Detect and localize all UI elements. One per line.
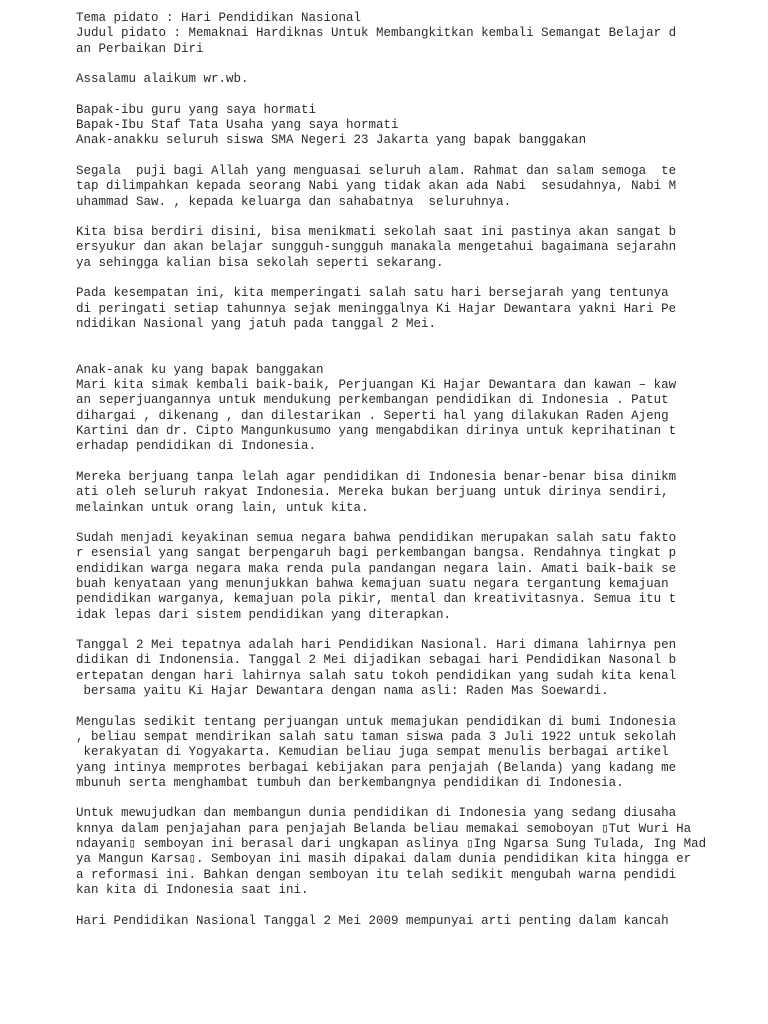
speech-title-continued: an Perbaikan Diri: [76, 41, 204, 56]
paragraph-line: buah kenyataan yang menunjukkan bahwa kemajuan suatu negara tergantung kemajuan: [76, 576, 669, 591]
paragraph-line: bersama yaitu Ki Hajar Dewantara dengan nama asli: Raden Mas Soewardi.: [76, 684, 609, 699]
paragraph: [76, 531, 696, 623]
paragraph-line: yang intinya memprotes berbagai kebijakan para penjajah (Belanda) yang kadang me: [76, 760, 677, 775]
paragraph-line: Mereka berjuang tanpa lelah agar pendidikan di Indonesia benar-benar bisa dinikm: [76, 469, 677, 484]
paragraph-line: mbunuh serta menghambat tumbuh dan berkembangnya pendidikan di Indonesia.: [76, 775, 624, 790]
paragraph-line: kerakyatan di Yogyakarta. Kemudian beliau juga sempat menulis berbagai artikel: [76, 745, 669, 760]
paragraph-line: Sudah menjadi keyakinan semua negara bahwa pendidikan merupakan salah satu fakto: [76, 531, 677, 546]
section-salutation: Anak-anak ku yang bapak banggakan: [76, 362, 324, 377]
paragraph-line: ati oleh seluruh rakyat Indonesia. Mereka bukan berjuang untuk dirinya sendiri,: [76, 485, 669, 500]
paragraph: [76, 286, 696, 332]
paragraph-line: r esensial yang sangat berpengaruh bagi perkembangan bangsa. Rendahnya tingkat p: [76, 546, 677, 561]
paragraph: [76, 914, 696, 929]
salutation-line: Bapak-Ibu Staf Tata Usaha yang saya hormati: [76, 118, 399, 133]
paragraph: [76, 164, 696, 210]
speech-title: Judul pidato : Memaknai Hardiknas Untuk Membangkitkan kembali Semangat Belajar d: [76, 26, 677, 41]
paragraph: [76, 715, 696, 791]
paragraph-line: Pada kesempatan ini, kita memperingati salah satu hari bersejarah yang tentunya: [76, 286, 669, 301]
paragraph-line: dihargai , dikenang , dan dilestarikan . Seperti hal yang dilakukan Raden Ajeng: [76, 408, 669, 423]
speech-theme: Tema pidato : Hari Pendidikan Nasional: [76, 11, 362, 25]
paragraph-line: Kita bisa berdiri disini, bisa menikmati sekolah saat ini pastinya akan sangat b: [76, 225, 677, 240]
paragraph-line: ertepatan dengan hari lahirnya salah satu tokoh pendidikan yang sudah kita kenal: [76, 668, 677, 683]
greeting-line: Assalamu alaikum wr.wb.: [76, 72, 249, 87]
paragraph: [76, 806, 707, 898]
paragraph-line: an seperjuangannya untuk mendukung perkembangan pendidikan di Indonesia . Patut: [76, 393, 669, 408]
paragraph-line: idak lepas dari sistem pendidikan yang diterapkan.: [76, 607, 452, 622]
paragraph-line: Segala puji bagi Allah yang menguasai seluruh alam. Rahmat dan salam semoga te: [76, 163, 677, 178]
document-page: [76, 11, 707, 929]
paragraph-line: kan kita di Indonesia saat ini.: [76, 882, 309, 897]
paragraph-line: Mengulas sedikit tentang perjuangan untuk memajukan pendidikan di bumi Indonesia: [76, 714, 677, 729]
paragraph-line: di peringati setiap tahunnya sejak meninggalnya Ki Hajar Dewantara yakni Hari Pe: [76, 301, 677, 316]
paragraph: [76, 470, 696, 516]
paragraph-line: tap dilimpahkan kepada seorang Nabi yang tidak akan ada Nabi sesudahnya, Nabi M: [76, 179, 677, 194]
paragraph-line: melainkan untuk orang lain, untuk kita.: [76, 500, 369, 515]
greeting: [76, 72, 696, 87]
paragraph-line: knnya dalam penjajahan para penjajah Belanda beliau memakai semoboyan ▯Tut Wuri Ha: [76, 821, 692, 836]
paragraph: [76, 363, 696, 455]
paragraph-line: didikan di Indonensia. Tanggal 2 Mei dijadikan sebagai hari Pendidikan Nasonal b: [76, 653, 677, 668]
paragraph-line: erhadap pendidikan di Indonesia.: [76, 439, 317, 454]
paragraph-line: Kartini dan dr. Cipto Mangunkusumo yang mengabdikan dirinya untuk keprihatinan t: [76, 424, 677, 439]
paragraph-line: Hari Pendidikan Nasional Tanggal 2 Mei 2009 mempunyai arti penting dalam kancah: [76, 913, 669, 928]
paragraph-line: uhammad Saw. , kepada keluarga dan sahabatnya seluruhnya.: [76, 194, 512, 209]
paragraph-line: pendidikan warganya, kemajuan pola pikir, mental dan kreativitasnya. Semua itu t: [76, 592, 677, 607]
paragraph-line: , beliau sempat mendirikan salah satu taman siswa pada 3 Juli 1922 untuk sekolah: [76, 729, 677, 744]
salutation-line: Bapak-ibu guru yang saya hormati: [76, 102, 317, 117]
paragraph-line: ya Mangun Karsa▯. Semboyan ini masih dipakai dalam dunia pendidikan kita hingga er: [76, 852, 692, 867]
paragraph-line: Tanggal 2 Mei tepatnya adalah hari Pendidikan Nasional. Hari dimana lahirnya pen: [76, 638, 677, 653]
paragraph-line: ndayani▯ semboyan ini berasal dari ungkapan aslinya ▯Ing Ngarsa Sung Tulada, Ing Mad: [76, 837, 707, 852]
header-block: [76, 11, 696, 57]
salutation-line: Anak-anakku seluruh siswa SMA Negeri 23 Jakarta yang bapak banggakan: [76, 133, 587, 148]
paragraph: [76, 225, 696, 271]
paragraph-line: endidikan warga negara maka renda pula pandangan negara lain. Amati baik-baik se: [76, 561, 677, 576]
paragraph-line: Mari kita simak kembali baik-baik, Perjuangan Ki Hajar Dewantara dan kawan – kaw: [76, 378, 677, 393]
paragraph-line: Untuk mewujudkan dan membangun dunia pendidikan di Indonesia yang sedang diusaha: [76, 806, 677, 821]
paragraph: [76, 638, 696, 699]
paragraph-line: a reformasi ini. Bahkan dengan semboyan itu telah sedikit mengubah warna pendidi: [76, 867, 677, 882]
salutations: [76, 103, 696, 149]
paragraph-line: ersyukur dan akan belajar sungguh-sungguh manakala mengetahui bagaimana sejarahn: [76, 240, 677, 255]
paragraph-line: ya sehingga kalian bisa sekolah seperti sekarang.: [76, 255, 444, 270]
paragraph-line: ndidikan Nasional yang jatuh pada tanggal 2 Mei.: [76, 316, 437, 331]
